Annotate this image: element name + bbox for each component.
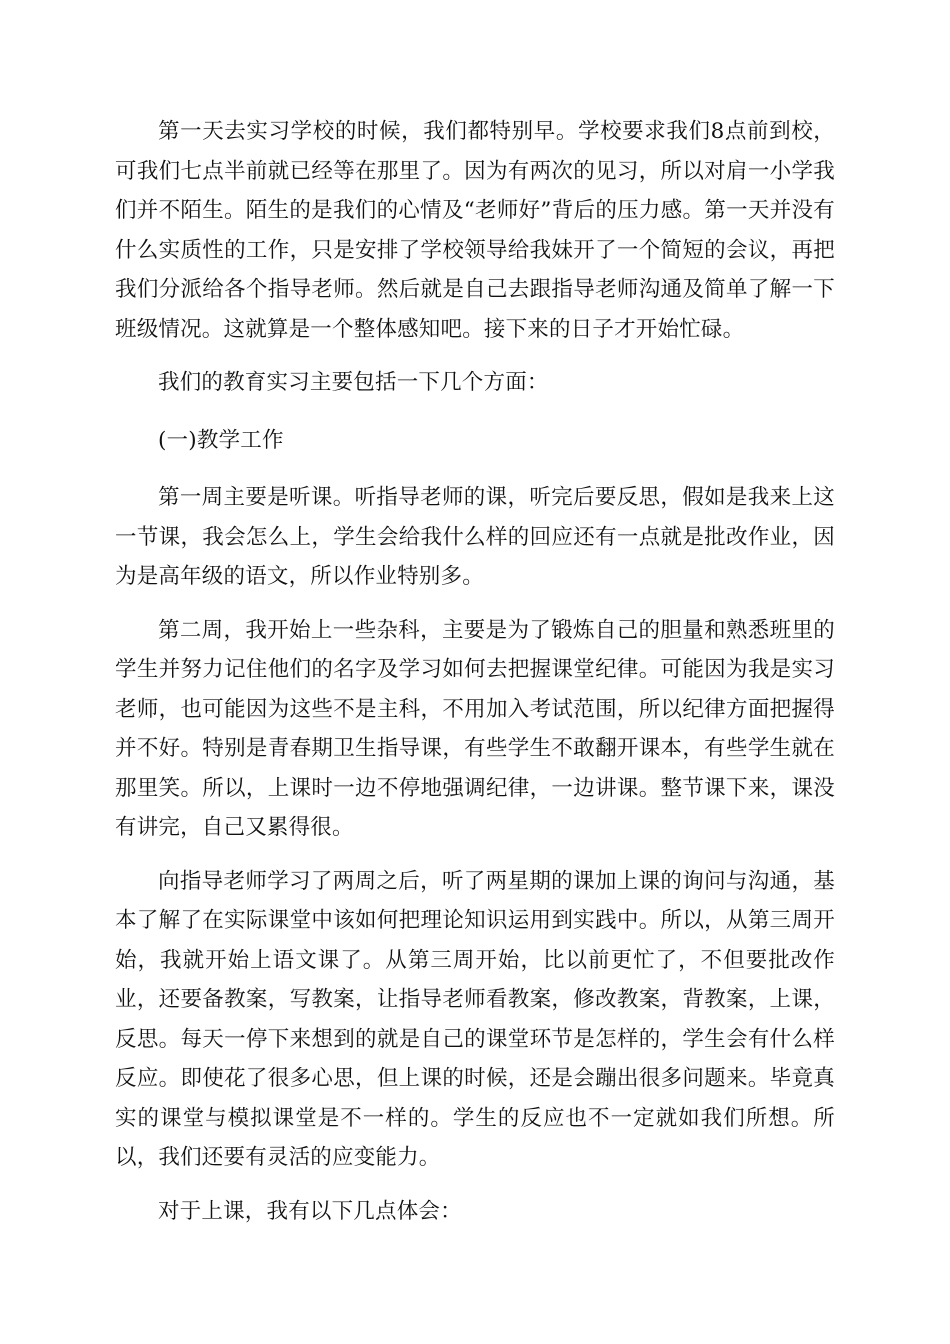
document-body bbox=[115, 112, 835, 1249]
paragraph-first-day: 第一天去实习学校的时候，我们都特别早。学校要求我们8点前到校，可我们七点半前就已经等在那里了。因为有两次的见习，所以对肩一小学我们并不陌生。陌生的是我们的心情及“老师好”背后的压力感。第一天并没有什么实质性的工作，只是安排了学校领导给我妹开了一个简短的会议，再把我们分派给各个指导老师。然后就是自己去跟指导老师沟通及简单了解一下班级情况。这就算是一个整体感知吧。接下来的日子才开始忙碌。 bbox=[115, 119, 835, 342]
paragraph-first-week: 第一周主要是听课。听指导老师的课，听完后要反思，假如是我来上这一节课，我会怎么上，学生会给我什么样的回应还有一点就是批改作业，因为是高年级的语文，所以作业特别多。 bbox=[115, 485, 835, 589]
paragraph-second-week: 第二周，我开始上一些杂科，主要是为了锻炼自己的胆量和熟悉班里的学生并努力记住他们的名字及学习如何去把握课堂纪律。可能因为我是实习老师，也可能因为这些不是主科，不用加入考试范围，所以纪律方面把握得并不好。特别是青春期卫生指导课，有些学生不敢翻开课本，有些学生就在那里笑。所以，上课时一边不停地强调纪律，一边讲课。整节课下来，课没有讲完，自己又累得很。 bbox=[115, 617, 835, 840]
paragraph-third-week: 向指导老师学习了两周之后，听了两星期的课加上课的询问与沟通，基本了解了在实际课堂中该如何把理论知识运用到实践中。所以，从第三周开始，我就开始上语文课了。从第三周开始，比以前更忙了，不但要批改作业，还要备教案，写教案，让指导老师看教案，修改教案，背教案，上课，反思。每天一停下来想到的就是自己的课堂环节是怎样的，学生会有什么样反应。即使花了很多心思，但上课的时候，还是会蹦出很多问题来。毕竟真实的课堂与模拟课堂是不一样的。学生的反应也不一定就如我们所想。所以，我们还要有灵活的应变能力。 bbox=[115, 868, 835, 1170]
section-heading-teaching-work: (一)教学工作 bbox=[158, 427, 284, 453]
paragraph-internship-aspects: 我们的教育实习主要包括一下几个方面： bbox=[158, 370, 549, 395]
paragraph-class-reflections: 对于上课，我有以下几点体会： bbox=[158, 1198, 462, 1224]
